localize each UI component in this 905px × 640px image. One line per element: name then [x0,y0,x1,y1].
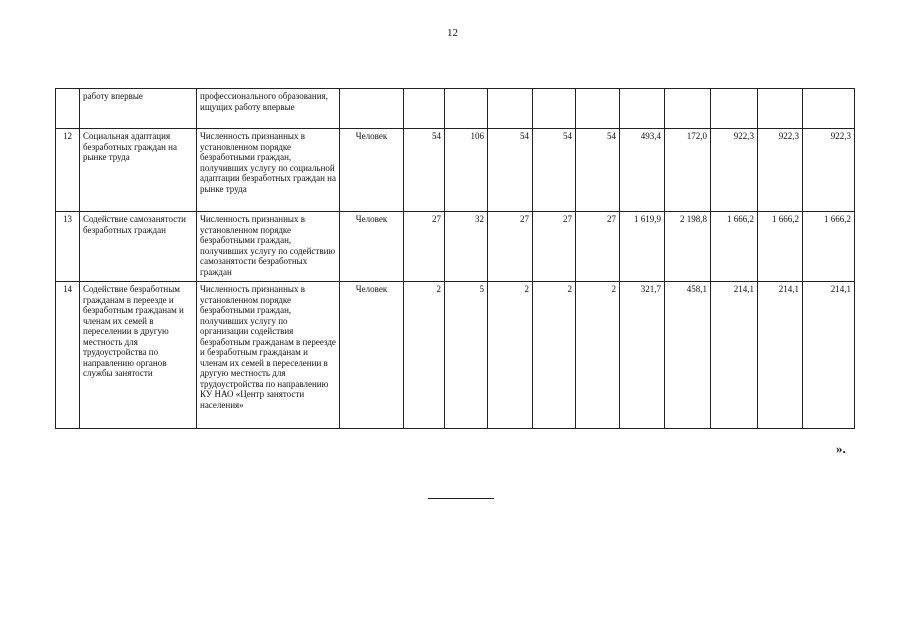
value-cell: 458,1 [665,282,711,429]
value-cell: 1 666,2 [711,212,758,282]
value-cell: 32 [445,212,488,282]
value-cell: 1 666,2 [803,212,855,282]
row-number-cell: 14 [56,282,80,429]
value-cell: 1 619,9 [620,212,665,282]
indicator-cell: Численность признанных в установленном порядке безработными граждан, получивших услугу по организации содействия безработным гражданам в переезде и безработным гражданам и членам их семей в переселении в другую местность для трудоустройства по направлению КУ НАО «Центр занятости населения» [197,282,340,429]
service-name-cell: Социальная адаптация безработных граждан на рынке труда [80,129,197,212]
value-cell: 214,1 [803,282,855,429]
value-cell [665,89,711,129]
value-cell: 27 [488,212,533,282]
indicator-cell: Численность признанных в установленном порядке безработными граждан, получивших услугу по социальной адаптации безработных граждан на рынке труда [197,129,340,212]
value-cell: 54 [404,129,445,212]
value-cell: 27 [533,212,576,282]
value-cell [533,89,576,129]
value-cell [488,89,533,129]
unit-cell: Человек [340,212,404,282]
value-cell: 1 666,2 [758,212,803,282]
value-cell [404,89,445,129]
value-cell: 2 [533,282,576,429]
value-cell: 214,1 [711,282,758,429]
page-number: 12 [447,27,458,39]
value-cell: 172,0 [665,129,711,212]
service-name-cell: Содействие безработным гражданам в переезде и безработным гражданам и членам их семей в переселении в другую местность для трудоустройства по направлению органов службы занятости [80,282,197,429]
service-name-cell: Содействие самозанятости безработных граждан [80,212,197,282]
value-cell [620,89,665,129]
value-cell: 493,4 [620,129,665,212]
value-cell: 106 [445,129,488,212]
row-number-cell: 13 [56,212,80,282]
row-number-cell [56,89,80,129]
unit-cell [340,89,404,129]
value-cell: 54 [488,129,533,212]
table-row [56,89,855,129]
value-cell: 54 [576,129,620,212]
closing-quote-mark: ». [836,441,846,456]
value-cell: 54 [533,129,576,212]
end-line [428,498,494,499]
value-cell: 214,1 [758,282,803,429]
value-cell [445,89,488,129]
value-cell: 2 [488,282,533,429]
value-cell [758,89,803,129]
value-cell: 2 [404,282,445,429]
table-row [56,129,855,212]
value-cell [803,89,855,129]
value-cell: 922,3 [711,129,758,212]
value-cell: 27 [576,212,620,282]
value-cell [576,89,620,129]
value-cell: 2 [576,282,620,429]
value-cell [711,89,758,129]
unit-cell: Человек [340,129,404,212]
value-cell: 5 [445,282,488,429]
value-cell: 27 [404,212,445,282]
table-row [56,212,855,282]
unit-cell: Человек [340,282,404,429]
value-cell: 2 198,8 [665,212,711,282]
value-cell: 922,3 [758,129,803,212]
table-row [56,282,855,429]
services-table [55,88,855,429]
indicator-cell: профессионального образования, ищущих работу впервые [197,89,340,129]
value-cell: 321,7 [620,282,665,429]
row-number-cell: 12 [56,129,80,212]
indicator-cell: Численность признанных в установленном порядке безработными граждан, получивших услугу по содействию самозанятости безработных граждан [197,212,340,282]
service-name-cell: работу впервые [80,89,197,129]
value-cell: 922,3 [803,129,855,212]
